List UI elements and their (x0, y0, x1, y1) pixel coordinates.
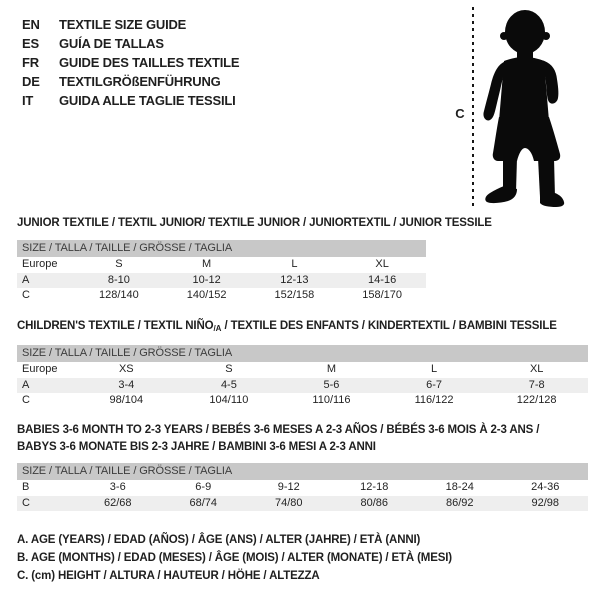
row-label: Europe (22, 363, 58, 375)
language-code: FR (22, 55, 39, 70)
table-row (17, 288, 426, 304)
baby-silhouette-icon (477, 5, 569, 209)
table-cell: 12-18 (360, 481, 389, 493)
table-cell: 12-13 (280, 273, 309, 286)
table-row (17, 496, 588, 512)
table-cell: 3-4 (118, 378, 135, 391)
section-title-text: CHILDREN'S TEXTILE / TEXTIL NIÑO (17, 320, 214, 332)
section-title (17, 422, 539, 456)
table-cell: 74/80 (274, 496, 303, 509)
row-label: A (22, 378, 30, 391)
table-cell: 68/74 (189, 496, 218, 509)
section-title-text: BABYS 3-6 MONATE BIS 2-3 JAHRE / BAMBINI 3-6 MESI A 2-3 ANNI (17, 441, 376, 453)
table-row (17, 480, 588, 496)
table-cell: M (202, 258, 212, 270)
table-cell: 5-6 (323, 378, 340, 391)
row-label: C (22, 496, 30, 509)
table-row (17, 273, 426, 289)
height-dotted-line (472, 7, 474, 208)
language-row (22, 91, 239, 110)
size-header-bar: SIZE / TALLA / TAILLE / GRÖSSE / TAGLIA (17, 345, 588, 362)
table-row (17, 393, 588, 409)
table-cell: 9-12 (277, 481, 300, 493)
table-cell: 122/128 (516, 394, 557, 406)
language-row (22, 53, 239, 72)
language-label: GUIDE DES TAILLES TEXTILE (59, 55, 240, 70)
language-label: GUIDA ALLE TAGLIE TESSILI (59, 93, 236, 108)
table-cell: 4-5 (220, 378, 237, 391)
table-cell: 10-12 (192, 273, 221, 286)
size-header-bar: SIZE / TALLA / TAILLE / GRÖSSE / TAGLIA (17, 240, 426, 257)
table-cell: 86/92 (445, 496, 474, 509)
table-cell: 140/152 (186, 289, 227, 301)
table-cell: 6-7 (426, 378, 443, 391)
language-label: TEXTILGRÖßENFÜHRUNG (59, 74, 221, 89)
table-cell: 98/104 (109, 394, 144, 406)
language-row (22, 34, 239, 53)
table-cell: 104/110 (209, 394, 249, 406)
table-cell: 128/140 (98, 289, 139, 301)
section-title-text: BABIES 3-6 MONTH TO 2-3 YEARS / BEBÉS 3-6 MESES A 2-3 AÑOS / BÉBÉS 3-6 MOIS À 2-3 ANS / (17, 424, 540, 436)
table-row (17, 362, 588, 378)
language-list (22, 15, 239, 110)
table-cell: 6-9 (195, 481, 212, 493)
table-cell: 8-10 (107, 273, 130, 286)
language-row (22, 72, 239, 91)
language-label: TEXTILE SIZE GUIDE (59, 17, 187, 32)
table-cell: 24-36 (531, 481, 560, 493)
table-cell: 18-24 (445, 481, 474, 493)
footnote-line: C. (cm) HEIGHT / ALTURA / HAUTEUR / HÖHE / ALTEZZA (17, 570, 320, 582)
section-title-line (17, 439, 539, 456)
language-label: GUÍA DE TALLAS (59, 36, 164, 51)
row-label: C (22, 289, 30, 301)
table-cell: XS (118, 363, 134, 375)
language-code: DE (22, 74, 40, 89)
section-title (17, 318, 557, 337)
footnotes (17, 531, 452, 585)
table-cell: 110/116 (312, 394, 351, 406)
table-cell: S (225, 363, 233, 375)
section-title-line (17, 215, 492, 232)
section-title-text: /A (213, 324, 222, 333)
row-label: C (22, 394, 30, 406)
table-cell: 3-6 (109, 481, 126, 493)
height-measure-label: C (455, 106, 465, 121)
table-cell: 80/86 (360, 496, 389, 509)
footnote-line: A. AGE (YEARS) / EDAD (AÑOS) / ÂGE (ANS) / ALTER (JAHRE) / ETÀ (ANNI) (17, 534, 421, 546)
table-cell: 116/122 (414, 394, 454, 406)
table-cell: M (326, 363, 337, 375)
section-title-line (17, 422, 539, 439)
footnote-line: B. AGE (MONTHS) / EDAD (MESES) / ÂGE (MOIS) / ALTER (MONATE) / ETÀ (MESI) (17, 552, 452, 564)
section-title (17, 215, 492, 232)
table-cell: 92/98 (531, 496, 560, 509)
table-row (17, 378, 588, 394)
table-cell: S (115, 258, 123, 270)
section-title-line (17, 318, 557, 337)
size-table (17, 240, 426, 304)
language-code: IT (22, 93, 34, 108)
table-cell: XL (375, 258, 389, 270)
table-cell: L (431, 363, 438, 375)
table-cell: 7-8 (528, 378, 545, 391)
table-cell: 62/68 (103, 496, 132, 509)
table-row (17, 257, 426, 273)
size-table (17, 463, 588, 511)
table-cell: 158/170 (362, 289, 402, 301)
table-cell: 152/158 (274, 289, 315, 301)
table-cell: L (291, 258, 298, 270)
table-cell: XL (529, 363, 544, 375)
section-title-text: / TEXTILE DES ENFANTS / KINDERTEXTIL / BAMBINI TESSILE (221, 320, 557, 332)
row-label: B (22, 481, 30, 493)
table-cell: 14-16 (368, 273, 397, 286)
language-row (22, 15, 239, 34)
size-table (17, 345, 588, 409)
row-label: Europe (22, 258, 58, 270)
language-code: EN (22, 17, 40, 32)
row-label: A (22, 273, 30, 286)
size-header-bar: SIZE / TALLA / TAILLE / GRÖSSE / TAGLIA (17, 463, 588, 480)
language-code: ES (22, 36, 39, 51)
section-title-text: JUNIOR TEXTILE / TEXTIL JUNIOR/ TEXTILE JUNIOR / JUNIORTEXTIL / JUNIOR TESSILE (17, 217, 492, 229)
